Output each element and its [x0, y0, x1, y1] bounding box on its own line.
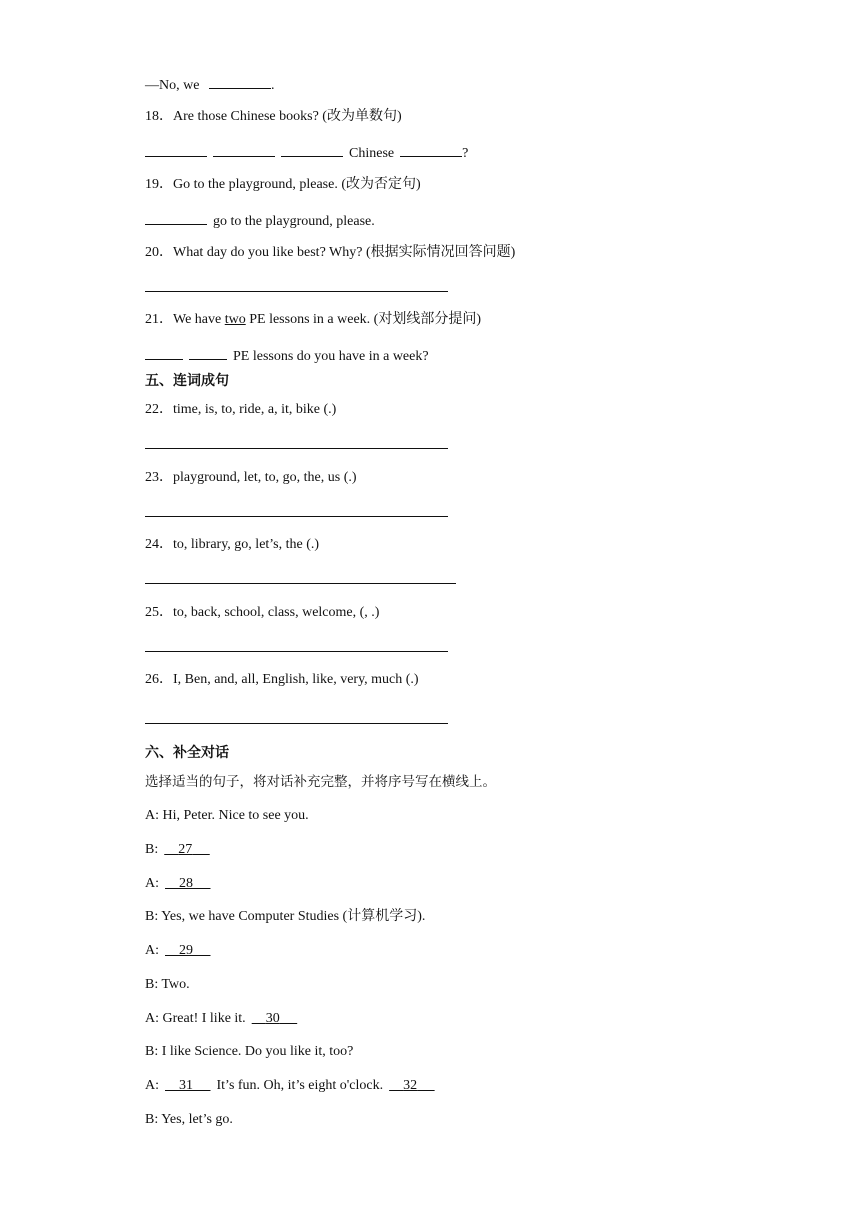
- question-text-before: We have: [173, 312, 225, 327]
- question-number: 19．: [145, 177, 173, 192]
- blank-number: 28: [179, 876, 193, 891]
- answer-blank[interactable]: [145, 142, 207, 157]
- question-number: 26．: [145, 672, 173, 687]
- question-text: I, Ben, and, all, English, like, very, much (.): [173, 672, 419, 687]
- question-number: 24．: [145, 537, 173, 552]
- q26-question: [145, 671, 419, 689]
- question-number: 21．: [145, 312, 173, 327]
- answer-blank[interactable]: [213, 142, 275, 157]
- dialog-line-9: [145, 1077, 435, 1095]
- q22-question: [145, 401, 336, 419]
- answer-blank[interactable]: [400, 142, 462, 157]
- dialog-line-3: [145, 875, 211, 893]
- blank-number: 29: [179, 943, 193, 958]
- answer-word: Chinese: [349, 146, 395, 161]
- speaker-label: A:: [145, 876, 159, 891]
- q25-question: [145, 604, 379, 622]
- q20-question: [145, 244, 515, 262]
- blank-number: 30: [265, 1011, 280, 1026]
- answer-blank[interactable]: [209, 74, 271, 89]
- question-number: 23．: [145, 470, 173, 485]
- question-text: to, library, go, let’s, the (.): [173, 537, 320, 552]
- underlined-word: two: [224, 312, 246, 327]
- question-number: 25．: [145, 605, 173, 620]
- answer-blank[interactable]: [189, 345, 227, 360]
- blank-number: 27: [178, 842, 193, 857]
- blank-number: 31: [179, 1078, 193, 1093]
- q17-answer-line: [145, 74, 274, 95]
- speaker-label: B:: [145, 842, 159, 857]
- numbered-blank[interactable]: [165, 875, 211, 893]
- question-number: 20．: [145, 245, 173, 260]
- q23-answer-rule[interactable]: [145, 516, 448, 517]
- question-text: time, is, to, ride, a, it, bike (.): [173, 402, 337, 417]
- q18-question: [145, 108, 402, 126]
- numbered-blank[interactable]: [389, 1077, 435, 1095]
- q21-question: [145, 311, 481, 329]
- question-text: to, back, school, class, welcome, (, .): [173, 605, 380, 620]
- q25-answer-rule[interactable]: [145, 651, 448, 652]
- q17-suffix: .: [270, 78, 275, 93]
- answer-blank[interactable]: [145, 210, 207, 225]
- dialog-line-1: A: Hi, Peter. Nice to see you.: [145, 808, 309, 823]
- q17-prefix: —No, we: [145, 78, 200, 93]
- q23-question: [145, 469, 357, 487]
- section6-instruction: 选择适当的句子，将对话补充完整，并将序号写在横线上。: [145, 774, 496, 790]
- answer-rest: PE lessons do you have in a week?: [233, 349, 429, 364]
- answer-blank[interactable]: [281, 142, 343, 157]
- dialog-line-6: B: Two.: [145, 977, 190, 992]
- q24-answer-rule[interactable]: [145, 583, 456, 584]
- q26-answer-rule[interactable]: [145, 723, 448, 724]
- numbered-blank[interactable]: [165, 1077, 211, 1095]
- numbered-blank[interactable]: [164, 841, 210, 859]
- question-text: playground, let, to, go, the, us (.): [173, 470, 357, 485]
- dialog-line-7: [145, 1010, 297, 1028]
- dialog-line-8: B: I like Science. Do you like it, too?: [145, 1044, 354, 1059]
- dialog-text: A: Great! I like it.: [145, 1011, 246, 1026]
- q18-answer-line: [145, 142, 468, 163]
- answer-end: ?: [462, 146, 469, 161]
- question-text: Are those Chinese books? (改为单数句): [173, 109, 402, 124]
- q20-answer-rule[interactable]: [145, 291, 448, 292]
- dialog-text: It’s fun. Oh, it’s eight o'clock.: [216, 1078, 384, 1093]
- question-text: What day do you like best? Why? (根据实际情况回答问题): [173, 245, 516, 260]
- numbered-blank[interactable]: [252, 1010, 298, 1028]
- answer-blank[interactable]: [145, 345, 183, 360]
- dialog-line-4: B: Yes, we have Computer Studies (计算机学习).: [145, 909, 426, 924]
- question-text: Go to the playground, please. (改为否定句): [173, 177, 421, 192]
- speaker-label: A:: [145, 943, 159, 958]
- question-number: 18．: [145, 109, 173, 124]
- dialog-line-5: [145, 942, 211, 960]
- blank-number: 32: [403, 1078, 418, 1093]
- q19-question: [145, 176, 421, 194]
- question-text-after: PE lessons in a week. (对划线部分提问): [245, 312, 481, 327]
- section5-heading: 五、连词成句: [145, 373, 229, 389]
- dialog-line-2: [145, 841, 210, 859]
- numbered-blank[interactable]: [165, 942, 211, 960]
- q21-answer-line: [145, 345, 429, 366]
- answer-rest: go to the playground, please.: [213, 214, 375, 229]
- question-number: 22．: [145, 402, 173, 417]
- section6-heading: 六、补全对话: [145, 745, 229, 761]
- dialog-line-10: B: Yes, let’s go.: [145, 1112, 233, 1127]
- speaker-label: A:: [145, 1078, 159, 1093]
- q24-question: [145, 536, 319, 554]
- q22-answer-rule[interactable]: [145, 448, 448, 449]
- q19-answer-line: [145, 210, 375, 231]
